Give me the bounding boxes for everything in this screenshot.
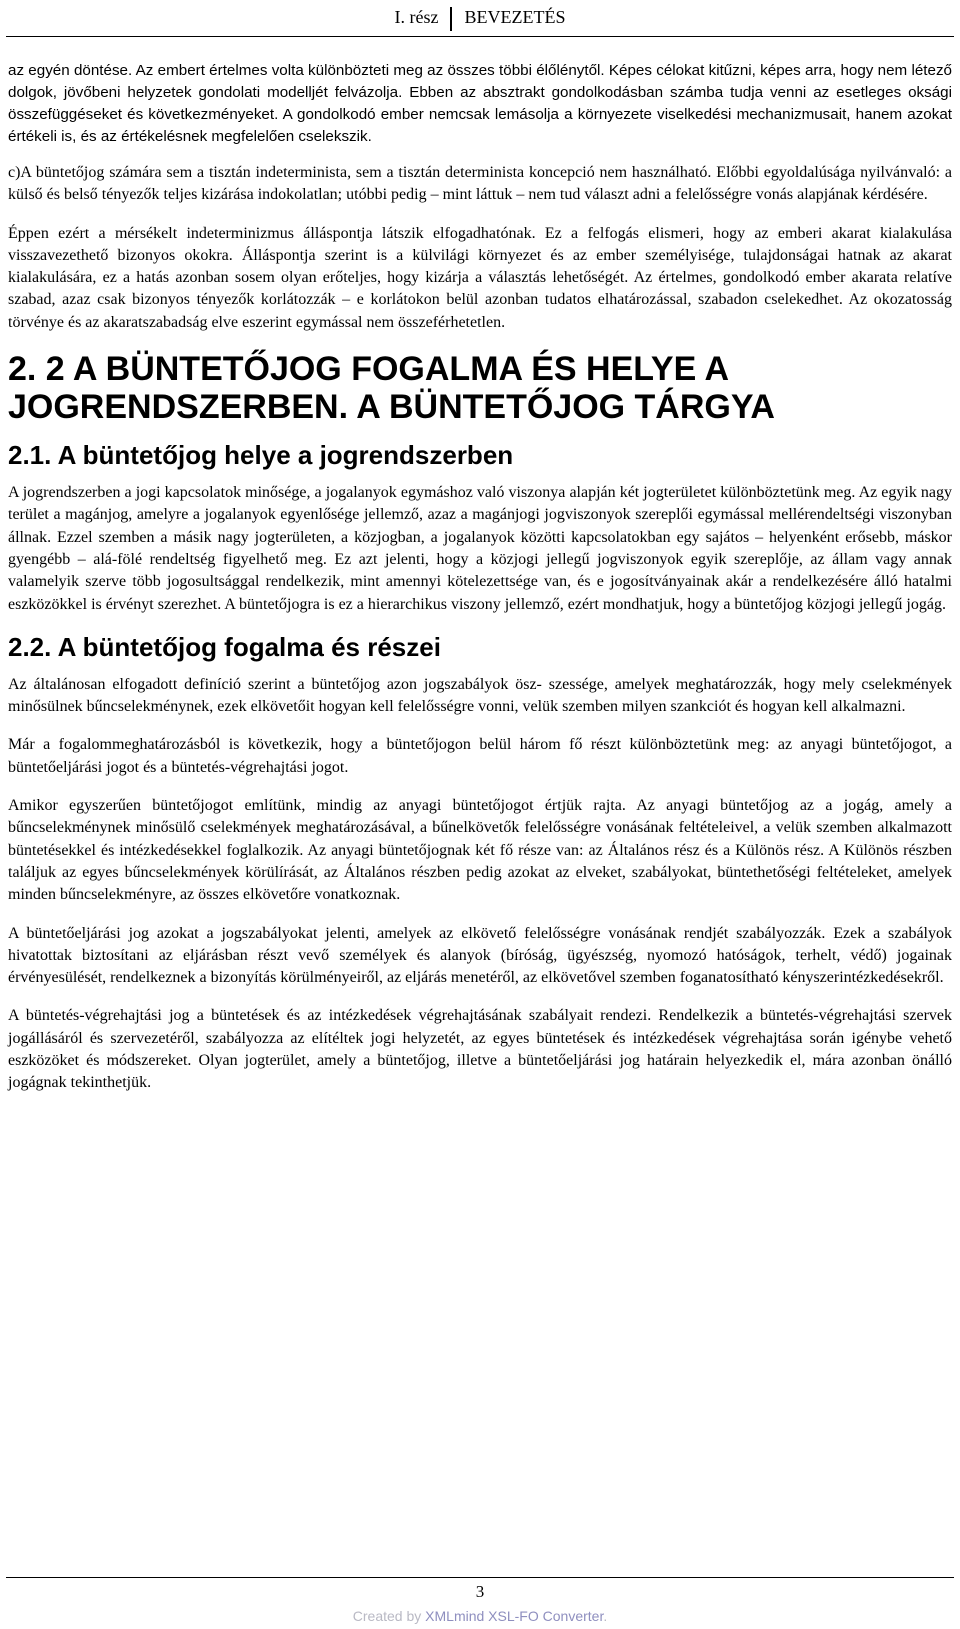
chapter-title: 2. 2 A BÜNTETŐJOG FOGALMA ÉS HELYE A JOGRENDSZERBEN. A BÜNTETŐJOG TÁRGYA (8, 350, 775, 427)
paragraph: A büntetés-végrehajtási jog a büntetések és az intézkedések végrehajtásának szabályait rendezi. Rendelkezik a büntetés-végrehajtási szervek jogállásáról és szervezetéről, szabályozza az elítéltek jogi helyzetét, az egyes büntetések és intézkedések végrehajtása során igénybe vehető eszközöket és módszereket. Olyan jogterület, amely a büntetőjog, illetve a büntetőeljárási jog határain helyezkedik el, mára azonban önálló jogágnak tekinthetjük. (8, 1007, 952, 1092)
header-separator (450, 7, 452, 31)
paragraph: Az általánosan elfogadott definíció szerint a büntetőjog azon jogszabályok ösz- szessége, amelyek meghatározzák, hogy mely cselekmények minősülnek bűncselekménynek, ezek elkövetőit hogyan kell felelősségre vonni, velük szemben milyen szankciót és hogyan kell alkalmazni. (8, 675, 952, 716)
converter-credit (0, 1606, 960, 1626)
section-title: 2.2. A büntetőjog fogalma és részei (8, 631, 441, 662)
page-content (8, 60, 952, 1111)
converter-brand: XMLmind XSL-FO Converter (425, 1608, 604, 1624)
paragraph: Már a fogalommeghatározásból is következik, hogy a büntetőjogon belül három fő részt különböztetünk meg: az anyagi büntetőjogot, a büntetőeljárási jogot és a büntetés-végrehajtási jogot. (8, 736, 952, 776)
header-part: I. rész (394, 7, 439, 27)
converter-prefix: Created by (352, 1608, 426, 1624)
paragraph: A büntetőeljárási jog azokat a jogszabályokat jelenti, amelyek az elkövető felelősségre vonásának rendjét szabályozzák. Ezek a szabályok hivatottak biztosítani az eljárásban részt vevő személyek és alanyok (bíróság, ügyészség, nyomozó hatóságok, terhelt, védő) jogainak érvényesülését, rendelkeznek a bizonyítás körülményeiről, az eljárás menetéről, az elkövetővel szemben foganatosítható kényszerintézkedésekről. (8, 924, 952, 987)
paragraph: Amikor egyszerűen büntetőjogot említünk, mindig az anyagi büntetőjogot értjük rajta. Az anyagi büntetőjog az a jogág, amely a bűncselekménynek minősülő cselekmények meghatározásával, a bűnelkövetők felelősségre vonásának feltételeivel, a velük szemben alkalmazott büntetésekkel és intézkedésekkel foglalkozik. Az anyagi büntetőjognak két fő része van: az Általános rész és a Különös rész. A Különös részben találjuk az egyes bűncselekmények körülírását, az Általános részben pedig azokat az elveket, szabályokat, büntethetőségi feltételeket, amelyek minden bűncselekményre, az összes elkövetőre vonatkoznak. (8, 797, 952, 904)
intro-paragraph: az egyén döntése. Az embert értelmes volta különbözteti meg az összes többi élőlénytől. Képes célokat kitűzni, képes arra, hogy nem létező dolgok, jövőbeni helyzetek gondolati modelljét felvázolja. Ebben az absztrakt gondolkodásban számba tudja venni az esetleges oksági összefüggéseket és következményeket. A gondolkodó ember nemcsak lemásolja a környezete viselkedési mechanizmusait, hanem azokat értékeli is, és az értékelésnek megfelelően cselekszik. (8, 62, 952, 145)
section-title: 2.1. A büntetőjog helye a jogrendszerben (8, 440, 514, 471)
page-number: 3 (475, 1582, 485, 1601)
converter-suffix: . (603, 1608, 608, 1624)
paragraph: A jogrendszerben a jogi kapcsolatok minősége, a jogalanyok egymáshoz való viszonya alapján két jogterületet különböztetünk meg. Az egyik nagy terület a magánjog, amelyre a jogalanyok egyenlősége jellemző, azaz a magánjogi jogviszonyok szereplői egymással mellérendeltségi viszonyban állnak. Ezzel szemben a másik nagy jogterületen, a közjogban, a jogalanyok közötti kapcsolatokban egy sajátos – helyenként erősebb, máskor gyengébb – alá-fölé rendeltség figyelhető meg. Ez azt jelenti, hogy a közjogi jellegű jogviszonyok egyik szereplője, az állam vagy annak valamelyik szerve több jogosultsággal rendelkezik, mint amennyi kötelezettsége van, és e jogosítványainak akár a rendelkezésére álló hatalmi eszközökkel is érvényt szerezhet. A büntetőjogra is ez a hierarchikus viszony jellemző, ezért mondhatjuk, hogy a büntetőjog közjogi jellegű jogág. (8, 484, 952, 613)
paragraph: c)A büntetőjog számára sem a tisztán indeterminista, sem a tisztán determinista koncepció nem használható. Előbbi egyoldalúsága nyilvánvaló: a külső és belső tényezők teljes kizárása indokolatlan; utóbbi pedig – mint láttuk – nem tud választ adni a felelősségre vonás alapjának kérdésére. (8, 164, 952, 204)
header-chapter: BEVEZETÉS (464, 7, 566, 27)
running-header (0, 4, 960, 34)
footer-rule (6, 1577, 954, 1578)
paragraph: Éppen ezért a mérsékelt indeterminizmus álláspontja látszik elfogadhatónak. Ez a felfogás elismeri, hogy az emberi akarat kialakulása visszavezethető bizonyos okokra. Álláspontja szerint is a külvilági környezet és az ember személyisége, tulajdonságai hatnak az akarat kialakulására, ez a hatás azonban sosem olyan erőteljes, hogy kizárja a választás lehetőségét. Az értelmes, gondolkodó ember akarata relatíve szabad, azaz csak bizonyos tényezők korlátozzák – e korlátokon belül azonban tudatos elhatározással, szabadon cselekedhet. Az okozatosság törvénye és az akaratszabadság elve eszerint egymással nem összeférhetetlen. (8, 224, 952, 331)
header-rule (6, 36, 954, 37)
